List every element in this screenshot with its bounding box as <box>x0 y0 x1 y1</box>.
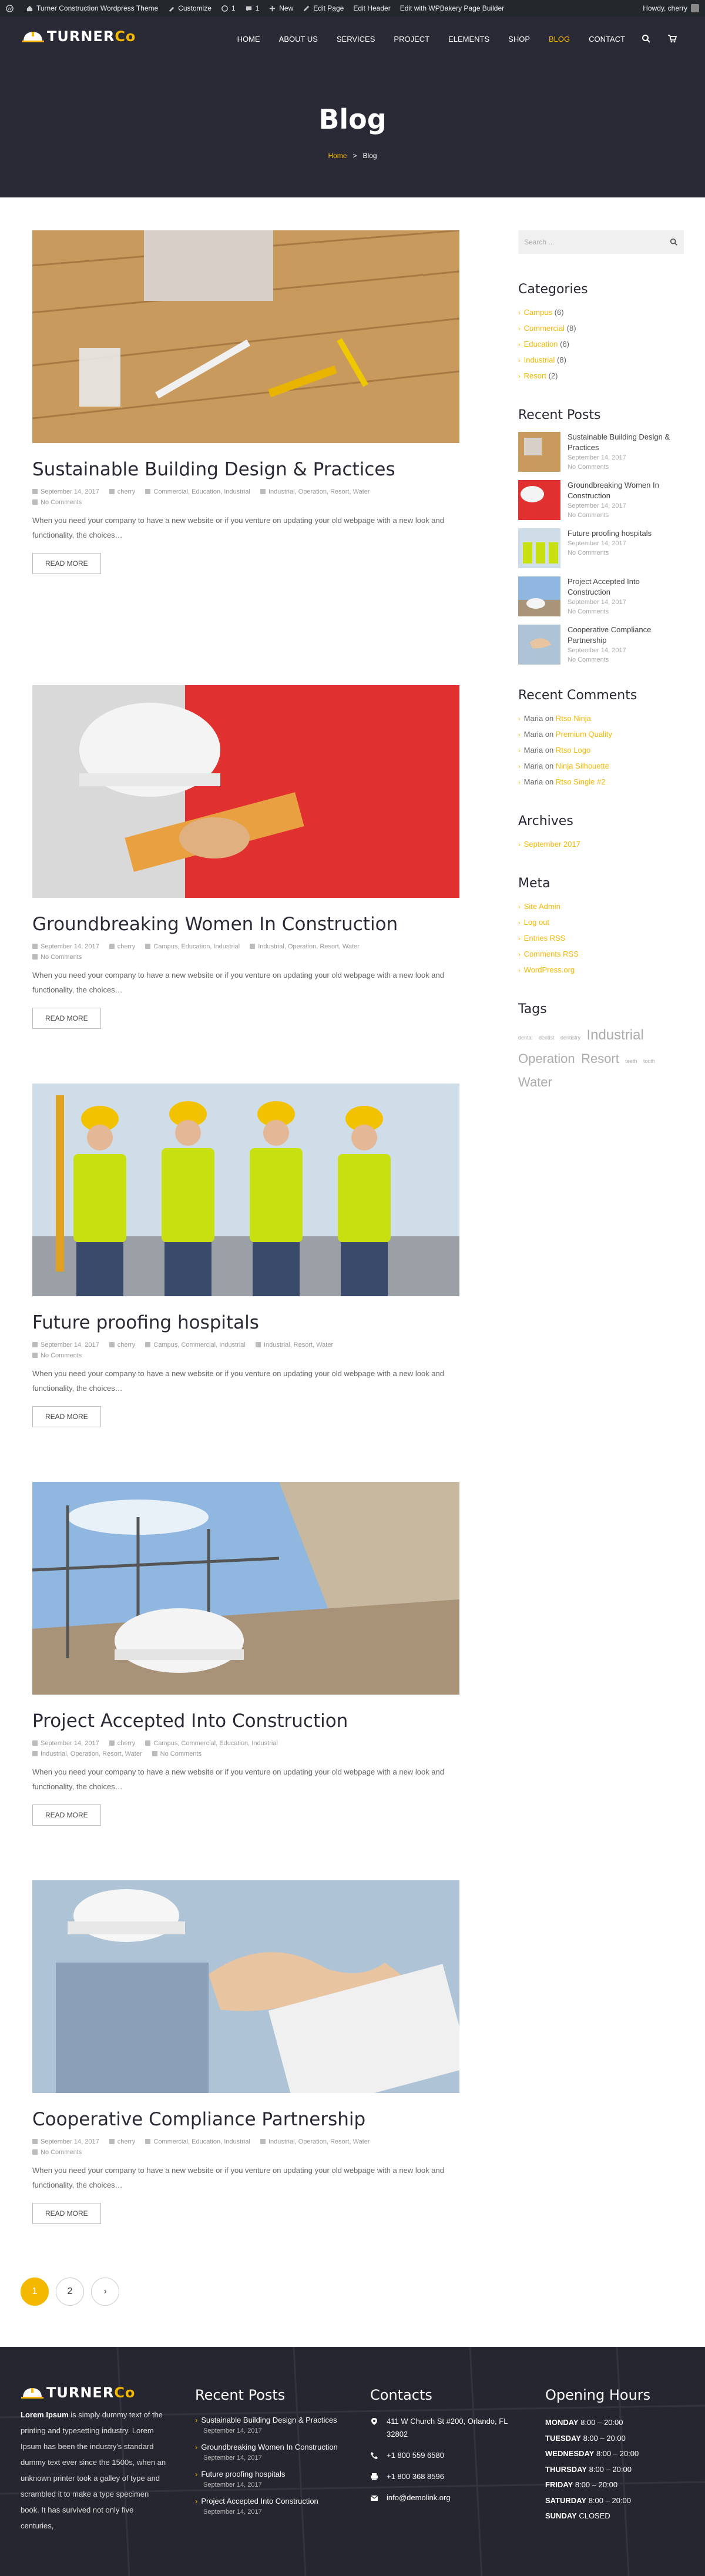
tag-icon <box>260 489 266 494</box>
tag-icon <box>256 1342 261 1347</box>
comment-icon <box>32 499 38 505</box>
tag-link[interactable]: dentistry <box>560 1035 580 1041</box>
blog-post <box>32 230 459 574</box>
sidebar-search[interactable] <box>518 230 684 254</box>
comment-icon <box>32 1353 38 1358</box>
calendar-icon <box>32 489 38 494</box>
footer-contacts <box>370 2387 511 2513</box>
post-thumbnail[interactable] <box>518 576 560 616</box>
comment-item: › Maria on Rtso Logo <box>518 746 591 754</box>
nav-project[interactable]: PROJECT <box>394 34 430 43</box>
recent-posts-title: Recent Posts <box>518 408 601 422</box>
meta-item: › Entries RSS <box>518 934 566 942</box>
admin-site-link[interactable]: Turner Construction Wordpress Theme <box>26 4 158 12</box>
nav-contact[interactable]: CONTACT <box>589 34 625 43</box>
post-image[interactable] <box>32 1482 459 1695</box>
post-excerpt: When you need your company to have a new website or if you venture on updating your old webpage with a new look and functionality, the choices… <box>32 1369 444 1393</box>
admin-account-menu[interactable]: Howdy, cherry <box>643 4 699 12</box>
user-icon <box>109 944 115 949</box>
post-thumbnail[interactable] <box>518 432 560 472</box>
nav-about-us[interactable]: ABOUT US <box>278 34 318 43</box>
folder-icon <box>145 944 150 949</box>
meta-title: Meta <box>518 876 550 891</box>
category-item: › Industrial (8) <box>518 355 566 364</box>
read-more-button[interactable]: READ MORE <box>32 553 101 574</box>
map-pin-icon <box>370 2417 378 2426</box>
tag-link[interactable]: tooth <box>643 1058 655 1064</box>
breadcrumb-home[interactable]: Home <box>328 152 347 160</box>
hours-row: THURSDAY 8:00 – 20:00 <box>545 2464 632 2474</box>
recent-post-item[interactable]: Cooperative Compliance Partnership September 14, 2017 No Comments <box>518 625 684 665</box>
tag-link[interactable]: Operation <box>518 1051 575 1066</box>
user-icon <box>109 1740 115 1746</box>
blog-post <box>32 1880 459 2224</box>
calendar-icon <box>32 1342 38 1347</box>
post-image[interactable] <box>32 1880 459 2093</box>
footer-about-text: Lorem Ipsum is simply dummy text of the printing and typesetting industry. Lorem Ipsum has been the industry's standard dummy text ever since the 1500s, when an unknown printer took a galley of type and scrambled it to make a type specimen book. It has survived not only five centuries, <box>21 2410 166 2530</box>
post-title[interactable]: Cooperative Compliance Partnership <box>32 2109 366 2130</box>
user-icon <box>109 1342 115 1347</box>
post-title[interactable]: Future proofing hospitals <box>32 1312 259 1333</box>
avatar <box>691 4 699 12</box>
category-item: › Commercial (8) <box>518 324 576 333</box>
breadcrumb <box>0 152 705 160</box>
read-more-button[interactable]: READ MORE <box>32 2203 101 2224</box>
read-more-button[interactable]: READ MORE <box>32 1804 101 1826</box>
folder-icon <box>145 1342 150 1347</box>
post-title[interactable]: Groundbreaking Women In Construction <box>32 914 398 935</box>
contact-email[interactable]: info@demolink.org <box>370 2491 511 2504</box>
admin-new-link[interactable]: New <box>268 4 293 12</box>
footer-about <box>21 2384 167 2534</box>
printer-icon <box>370 2473 378 2481</box>
tag-icon <box>32 1751 38 1756</box>
breadcrumb-separator: > <box>352 152 357 160</box>
footer-post-item[interactable]: › Future proofing hospitals September 14, 2017 <box>195 2470 286 2488</box>
calendar-icon <box>32 944 38 949</box>
comment-item: › Maria on Rtso Ninja <box>518 714 591 723</box>
category-item: › Campus (6) <box>518 308 564 317</box>
tag-cloud <box>518 1025 684 1095</box>
comment-item: › Maria on Premium Quality <box>518 730 612 739</box>
recent-posts-list <box>518 432 684 665</box>
footer-opening-hours <box>545 2387 650 2524</box>
archives-title: Archives <box>518 814 573 829</box>
category-item: › Resort (2) <box>518 371 558 380</box>
next-page-button[interactable]: › <box>91 2278 119 2306</box>
post-excerpt: When you need your company to have a new website or if you venture on updating your old webpage with a new look and functionality, the choices… <box>32 516 444 539</box>
search-icon[interactable] <box>642 34 651 43</box>
nav-home[interactable]: HOME <box>237 34 260 43</box>
post-thumbnail[interactable] <box>518 480 560 520</box>
hours-row: WEDNESDAY 8:00 – 20:00 <box>545 2449 639 2458</box>
meta-list <box>518 899 684 978</box>
recent-post-item[interactable]: Project Accepted Into Construction September 14, 2017 No Comments <box>518 576 684 616</box>
post-meta: September 14, 2017 cherry Campus, Commercial, Industrial Industrial, Resort, Water No Comments <box>32 1340 459 1361</box>
post-excerpt: When you need your company to have a new website or if you venture on updating your old webpage with a new look and functionality, the choices… <box>32 971 444 994</box>
meta-item: › Comments RSS <box>518 950 579 958</box>
meta-item: › Site Admin <box>518 902 560 911</box>
recent-post-item[interactable]: Sustainable Building Design & Practices September 14, 2017 No Comments <box>518 432 684 472</box>
comment-item: › Maria on Ninja Silhouette <box>518 762 609 770</box>
plus-icon <box>268 5 276 12</box>
tag-link[interactable]: teeth <box>625 1058 637 1064</box>
main-nav <box>219 34 677 43</box>
post-meta: September 14, 2017 cherry Commercial, Education, Industrial Industrial, Operation, Resort, Water No Comments <box>32 487 459 508</box>
footer-recent-posts <box>195 2387 338 2523</box>
recent-post-item[interactable]: Groundbreaking Women In Construction September 14, 2017 No Comments <box>518 480 684 520</box>
hours-row: SUNDAY CLOSED <box>545 2511 610 2520</box>
post-thumbnail[interactable] <box>518 625 560 665</box>
tags-title: Tags <box>518 1002 547 1017</box>
sidebar <box>518 230 684 1095</box>
cart-icon[interactable] <box>667 34 677 43</box>
page-header <box>0 16 705 197</box>
wordpress-menu[interactable] <box>6 5 16 12</box>
search-icon[interactable] <box>670 238 678 246</box>
phone-icon <box>370 2451 378 2460</box>
meta-item: › WordPress.org <box>518 965 575 974</box>
recent-comments-title: Recent Comments <box>518 688 637 703</box>
tag-icon <box>250 944 255 949</box>
tag-link[interactable]: Industrial <box>586 1027 644 1043</box>
helmet-logo-icon <box>21 29 45 43</box>
footer-recent-title: Recent Posts <box>195 2387 286 2403</box>
folder-icon <box>145 489 150 494</box>
footer-post-item[interactable]: › Sustainable Building Design & Practices September 14, 2017 <box>195 2416 337 2434</box>
hours-row: TUESDAY 8:00 – 20:00 <box>545 2433 626 2443</box>
post-image[interactable] <box>32 685 459 898</box>
post-meta: September 14, 2017 cherry Campus, Education, Industrial Industrial, Operation, Resort, Water No Comments <box>32 941 459 962</box>
wordpress-icon <box>6 5 14 12</box>
comment-icon <box>32 2149 38 2155</box>
admin-updates-link[interactable]: 1 <box>221 4 236 12</box>
post-image[interactable] <box>32 230 459 443</box>
refresh-icon <box>221 5 229 12</box>
calendar-icon <box>32 2139 38 2144</box>
comment-icon <box>152 1751 157 1756</box>
svg-text:W: W <box>7 5 12 11</box>
recent-comments-list <box>518 711 684 790</box>
folder-icon <box>145 1740 150 1746</box>
pagination <box>21 2278 126 2306</box>
post-excerpt: When you need your company to have a new website or if you venture on updating your old webpage with a new look and functionality, the choices… <box>32 2166 444 2189</box>
categories-list <box>518 305 684 384</box>
admin-customize-link[interactable]: Customize <box>167 4 212 12</box>
footer-hours-title: Opening Hours <box>545 2387 651 2403</box>
page-2-button[interactable]: 2 <box>56 2278 84 2306</box>
blog-post <box>32 1084 459 1427</box>
comment-icon <box>32 954 38 960</box>
admin-edit-page-link[interactable]: Edit Page <box>303 4 344 12</box>
admin-bar <box>0 0 705 16</box>
brush-icon <box>167 5 175 12</box>
post-meta: September 14, 2017 cherry Commercial, Education, Industrial Industrial, Operation, Resort, Water No Comments <box>32 2136 459 2158</box>
helmet-logo-icon <box>21 2386 44 2400</box>
post-title[interactable]: Project Accepted Into Construction <box>32 1710 348 1732</box>
nav-shop[interactable]: SHOP <box>508 34 530 43</box>
footer-contacts-title: Contacts <box>370 2387 432 2403</box>
comment-item: › Maria on Rtso Single #2 <box>518 777 606 786</box>
nav-services[interactable]: SERVICES <box>336 34 375 43</box>
search-input[interactable]: Search ... <box>524 238 555 246</box>
post-excerpt: When you need your company to have a new website or if you venture on updating your old webpage with a new look and functionality, the choices… <box>32 1767 444 1791</box>
contact-fax[interactable]: +1 800 368 8596 <box>370 2470 511 2483</box>
footer-post-item[interactable]: › Project Accepted Into Construction September 14, 2017 <box>195 2497 318 2515</box>
hours-row: SATURDAY 8:00 – 20:00 <box>545 2496 631 2505</box>
admin-edit-header-link[interactable]: Edit Header <box>353 4 391 12</box>
hours-row: MONDAY 8:00 – 20:00 <box>545 2418 623 2427</box>
calendar-icon <box>32 1740 38 1746</box>
admin-comments-link[interactable]: 1 <box>245 4 260 12</box>
home-icon <box>26 5 33 12</box>
tag-link[interactable]: dentist <box>538 1035 555 1041</box>
tag-icon <box>260 2139 266 2144</box>
category-item: › Education (6) <box>518 340 570 348</box>
categories-title: Categories <box>518 282 588 297</box>
archives-list <box>518 837 684 853</box>
site-logo[interactable]: TURNERCo <box>21 28 136 45</box>
contact-phone[interactable]: +1 800 559 6580 <box>370 2449 511 2462</box>
post-meta: September 14, 2017 cherry Campus, Commercial, Education, Industrial Industrial, Operation, Resort, Water No Comments <box>32 1738 459 1759</box>
blog-post <box>32 685 459 1029</box>
meta-item: › Log out <box>518 918 550 927</box>
page-title: Blog <box>318 103 387 135</box>
envelope-icon <box>370 2494 378 2502</box>
read-more-button[interactable]: READ MORE <box>32 1406 101 1427</box>
footer-logo[interactable]: TURNERCo <box>21 2384 167 2401</box>
tag-link[interactable]: Water <box>518 1075 552 1089</box>
user-icon <box>109 2139 115 2144</box>
breadcrumb-current: Blog <box>362 152 377 160</box>
archive-item: › September 2017 <box>518 840 580 848</box>
nav-blog[interactable]: BLOG <box>549 34 570 43</box>
folder-icon <box>145 2139 150 2144</box>
tag-link[interactable]: dental <box>518 1035 533 1041</box>
post-thumbnail[interactable] <box>518 528 560 568</box>
post-title[interactable]: Sustainable Building Design & Practices <box>32 459 395 480</box>
comment-bubble-icon <box>245 5 253 12</box>
post-image[interactable] <box>32 1084 459 1296</box>
blog-post <box>32 1482 459 1826</box>
read-more-button[interactable]: READ MORE <box>32 1008 101 1029</box>
footer-post-item[interactable]: › Groundbreaking Women In Construction September 14, 2017 <box>195 2443 338 2461</box>
contact-address: 411 W Church St #200, Orlando, FL 32802 <box>370 2415 511 2441</box>
pencil-icon <box>303 5 310 12</box>
hours-row: FRIDAY 8:00 – 20:00 <box>545 2480 618 2489</box>
page-1-button[interactable]: 1 <box>21 2278 49 2306</box>
admin-edit-builder-link[interactable]: Edit with WPBakery Page Builder <box>400 4 505 12</box>
user-icon <box>109 489 115 494</box>
nav-elements[interactable]: ELEMENTS <box>448 34 490 43</box>
recent-post-item[interactable]: Future proofing hospitals September 14, 2017 No Comments <box>518 528 684 568</box>
site-footer <box>0 2347 705 2576</box>
tag-link[interactable]: Resort <box>581 1051 619 1066</box>
